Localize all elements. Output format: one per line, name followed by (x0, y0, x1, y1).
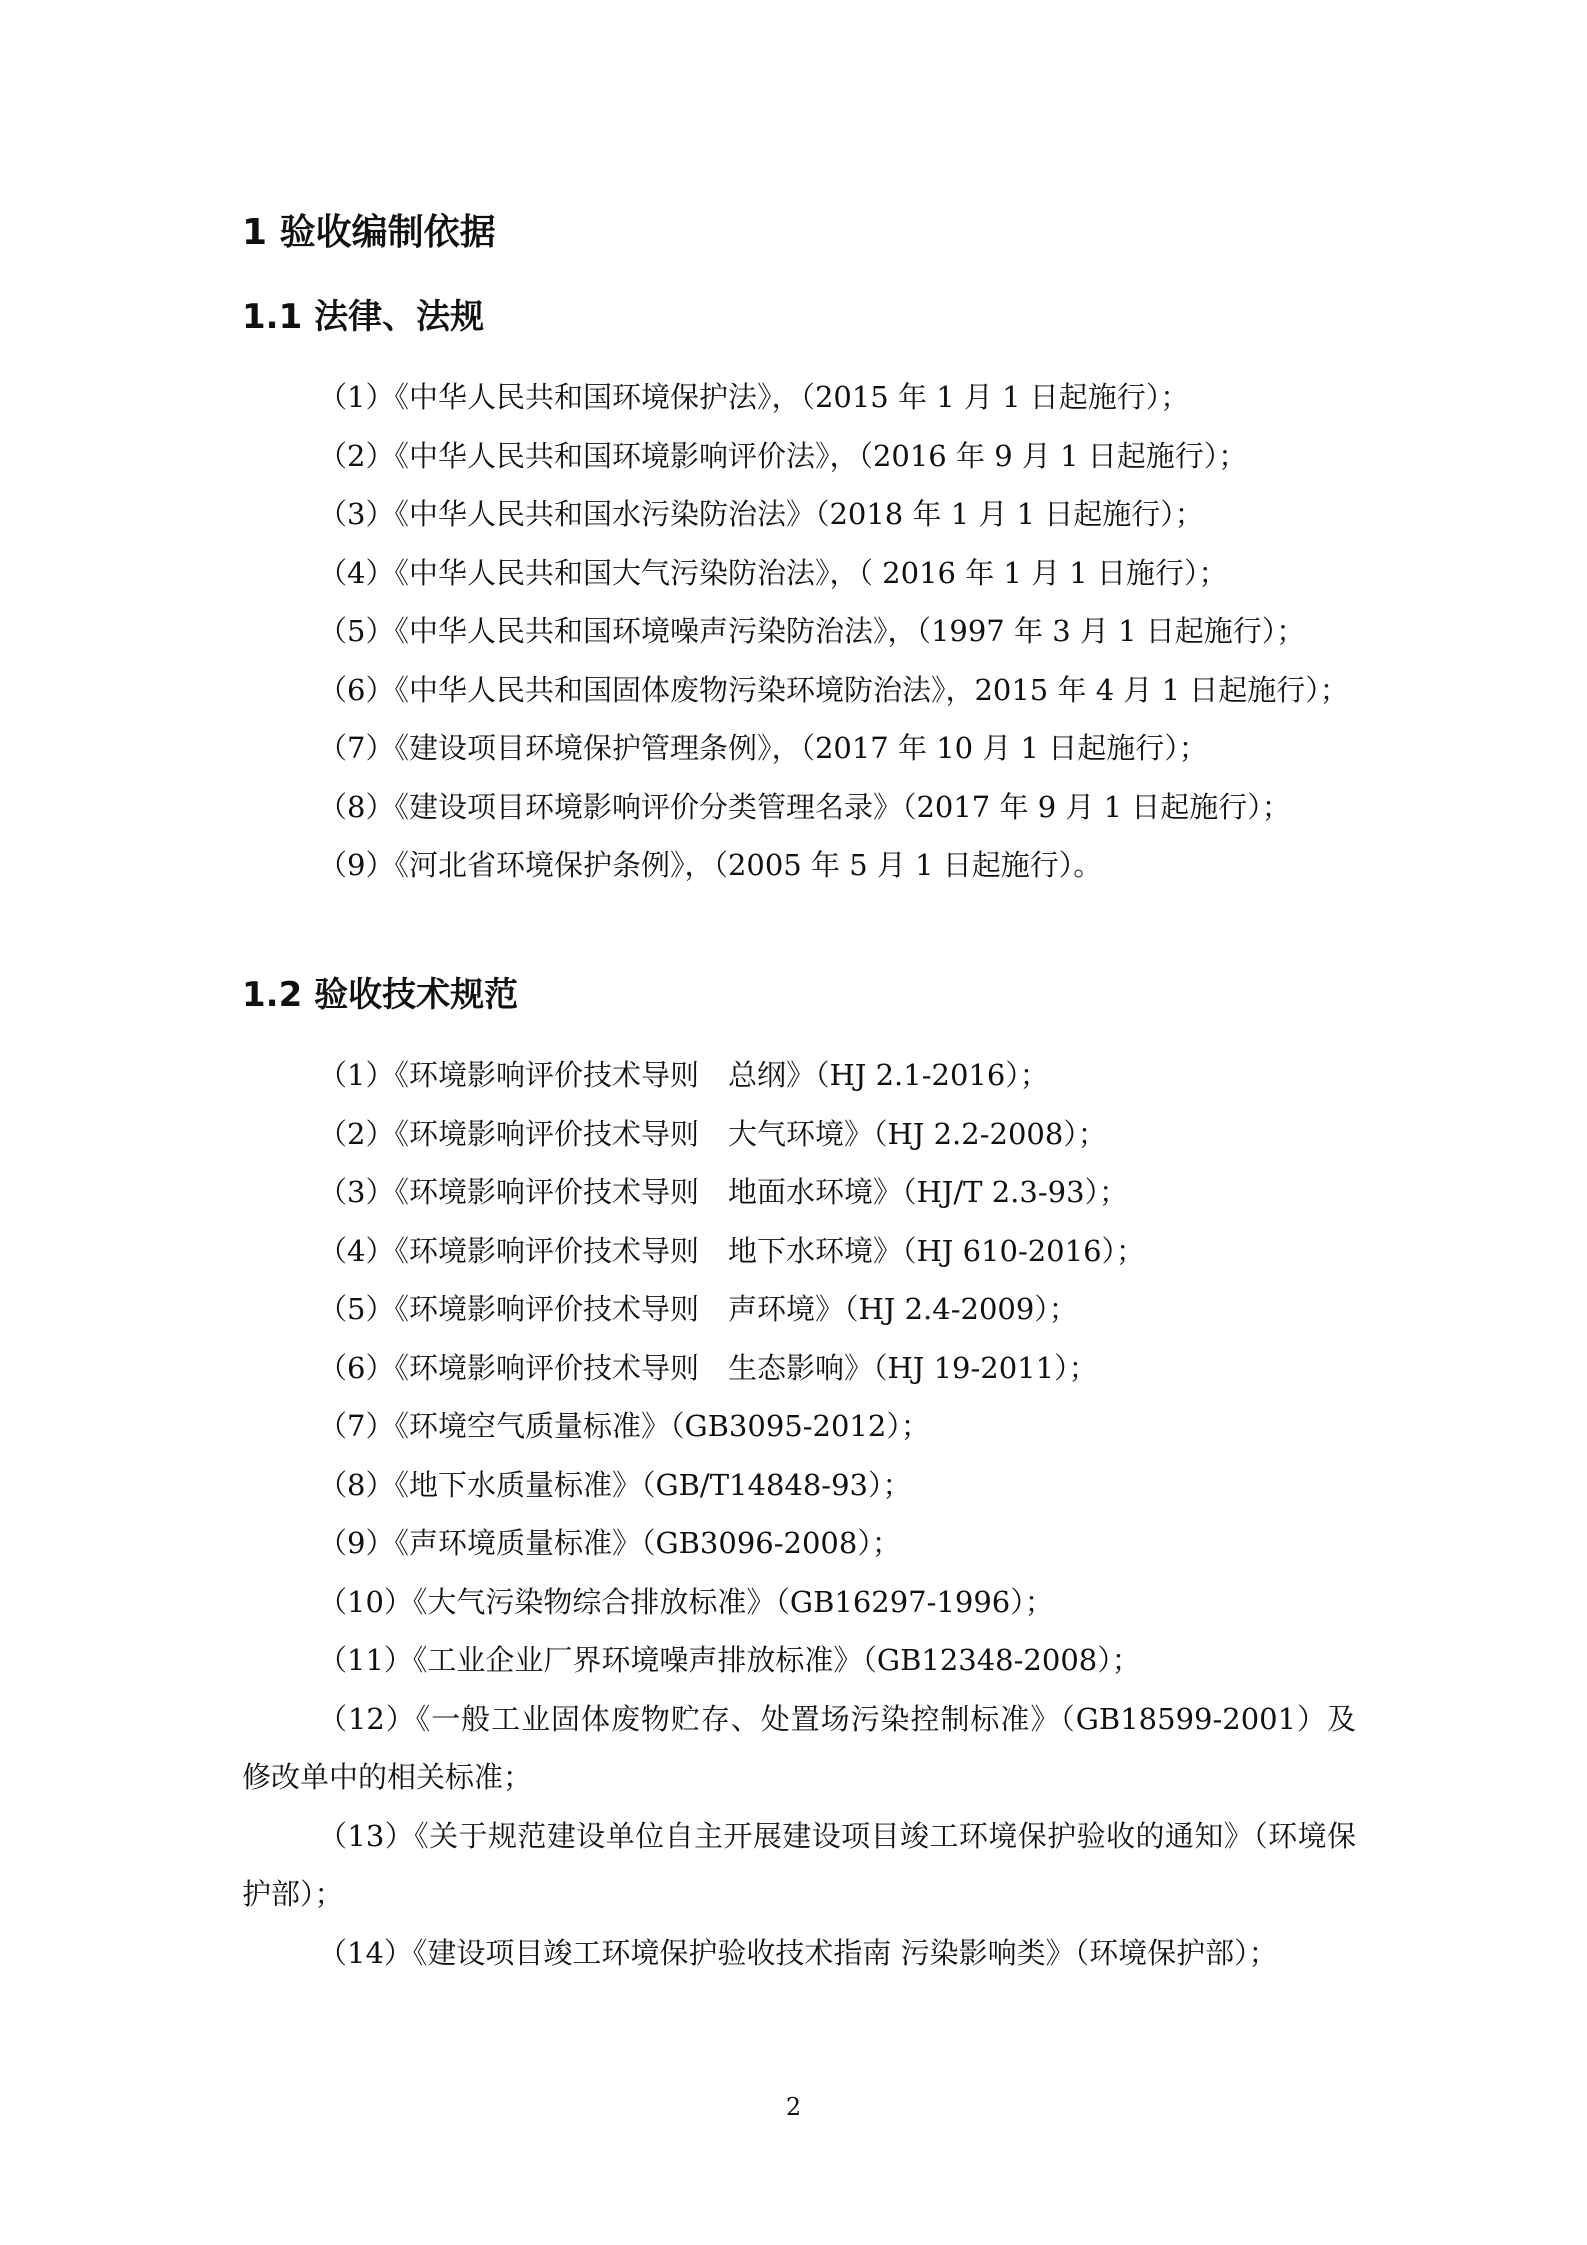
list-item: （7）《建设项目环境保护管理条例》，（2017 年 10 月 1 日起施行）； (318, 731, 1208, 765)
page-number: 2 (785, 2093, 802, 2121)
list-item: （4）《中华人民共和国大气污染防治法》，（ 2016 年 1 月 1 日施行）； (318, 555, 1228, 590)
list-item: （10）《大气污染物综合排放标准》（GB16297-1996）； (318, 1584, 1054, 1619)
section-title-technical-specs: 1.2 验收技术规范 (242, 975, 519, 1015)
list-item: （9）《声环境质量标准》（GB3096-2008）； (318, 1526, 901, 1560)
list-item: （4）《环境影响评价技术导则 地下水环境》（HJ 610-2016）； (318, 1233, 1146, 1268)
list-item: （12）《一般工业固体废物贮存、处置场污染控制标准》（GB18599-2001）及修改单中的相关标准； (242, 1701, 1356, 1794)
list-item: （5）《环境影响评价技术导则 声环境》（HJ 2.4-2009）； (318, 1292, 1078, 1326)
list-item: （3）《中华人民共和国水污染防治法》（2018 年 1 月 1 日起施行）； (318, 497, 1204, 531)
list-item: （2）《中华人民共和国环境影响评价法》，（2016 年 9 月 1 日起施行）； (318, 438, 1248, 473)
list-item: （8）《地下水质量标准》（GB/T14848-93）； (318, 1467, 912, 1502)
list-item: （1）《中华人民共和国环境保护法》，（2015 年 1 月 1 日起施行）； (318, 380, 1190, 414)
list-item: （8）《建设项目环境影响评价分类管理名录》（2017 年 9 月 1 日起施行）； (318, 789, 1291, 824)
list-item: （11）《工业企业厂界环境噪声排放标准》（GB12348-2008）； (318, 1643, 1141, 1677)
chapter-heading: 1 验收编制依据 (242, 212, 496, 253)
list-item: （6）《环境影响评价技术导则 生态影响》（HJ 19-2011）； (318, 1350, 1098, 1385)
laws-list (242, 368, 1356, 895)
list-item: （3）《环境影响评价技术导则 地面水环境》（HJ/T 2.3-93）； (318, 1175, 1129, 1209)
list-item: （9）《河北省环境保护条例》，（2005 年 5 月 1 日起施行）。 (318, 848, 1103, 882)
section-title-laws: 1.1 法律、法规 (242, 297, 485, 337)
list-item: （13）《关于规范建设单位自主开展建设项目竣工环境保护验收的通知》（环境保护部）； (242, 1818, 1356, 1911)
list-item: （1）《环境影响评价技术导则 总纲》（HJ 2.1-2016）； (318, 1058, 1049, 1092)
list-item: （2）《环境影响评价技术导则 大气环境》（HJ 2.2-2008）； (318, 1116, 1107, 1151)
technical-specs-list (242, 1046, 1356, 1982)
list-item: （5）《中华人民共和国环境噪声污染防治法》，（1997 年 3 月 1 日起施行）； (318, 614, 1306, 648)
list-item: （7）《环境空气质量标准》（GB3095-2012）； (318, 1409, 930, 1443)
list-item: （6）《中华人民共和国固体废物污染环境防治法》，2015 年 4 月 1 日起施行）； (318, 672, 1349, 707)
list-item: （14）《建设项目竣工环境保护验收技术指南 污染影响类》（环境保护部）； (318, 1935, 1278, 1970)
